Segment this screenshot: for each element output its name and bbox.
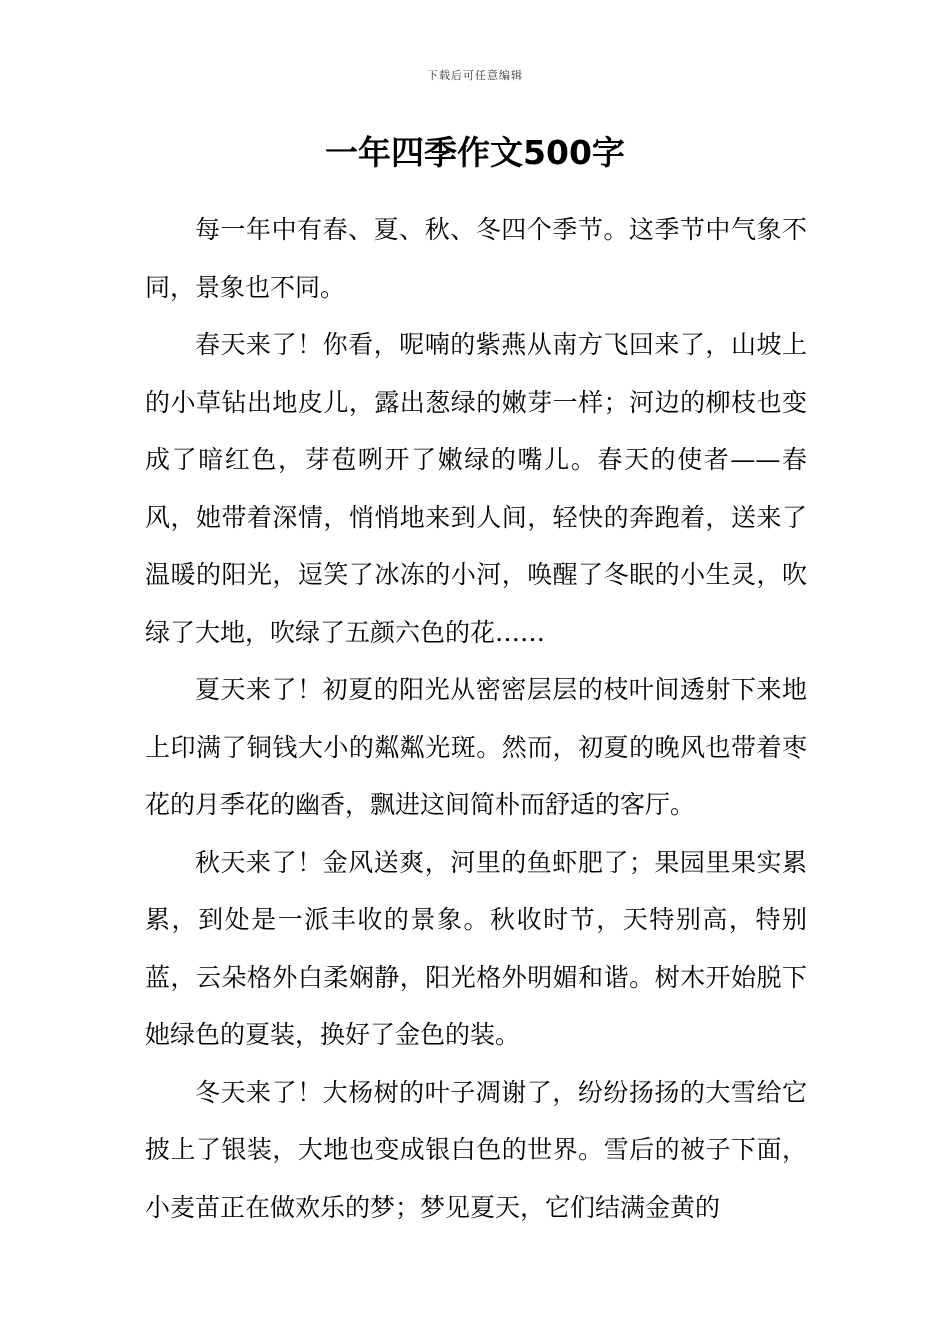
- paragraph-spring: 春天来了！你看，呢喃的紫燕从南方飞回来了，山坡上的小草钻出地皮儿，露出葱绿的嫩芽一样；河边的柳枝也变成了暗红色，芽苞咧开了嫩绿的嘴儿。春天的使者——春风，她带着深情，悄悄地来到人间，轻快的奔跑着，送来了温暖的阳光，逗笑了冰冻的小河，唤醒了冬眠的小生灵，吹绿了大地，吹绿了五颜六色的花……: [145, 330, 807, 647]
- page-title: 一年四季作文500字: [325, 133, 625, 172]
- paragraph-winter: 冬天来了！大杨树的叶子凋谢了，纷纷扬扬的大雪给它披上了银装，大地也变成银白色的世界。雪后的被子下面，小麦苗正在做欢乐的梦；梦见夏天，它们结满金黄的: [145, 1077, 807, 1222]
- paragraph-autumn: 秋天来了！金风送爽，河里的鱼虾肥了；果园里果实累累，到处是一派丰收的景象。秋收时节，天特别高，特别蓝，云朵格外白柔娴静，阳光格外明媚和谐。树木开始脱下她绿色的夏装，换好了金色的装。: [145, 847, 807, 1049]
- paragraph-summer: 夏天来了！初夏的阳光从密密层层的枝叶间透射下来地上印满了铜钱大小的粼粼光斑。然而，初夏的晚风也带着枣花的月季花的幽香，飘进这间简朴而舒适的客厅。: [145, 675, 807, 819]
- essay-body: [145, 201, 807, 1236]
- paragraph-intro: 每一年中有春、夏、秋、冬四个季节。这季节中气象不同，景象也不同。: [145, 215, 807, 302]
- header-note: 下载后可任意编辑: [427, 69, 523, 82]
